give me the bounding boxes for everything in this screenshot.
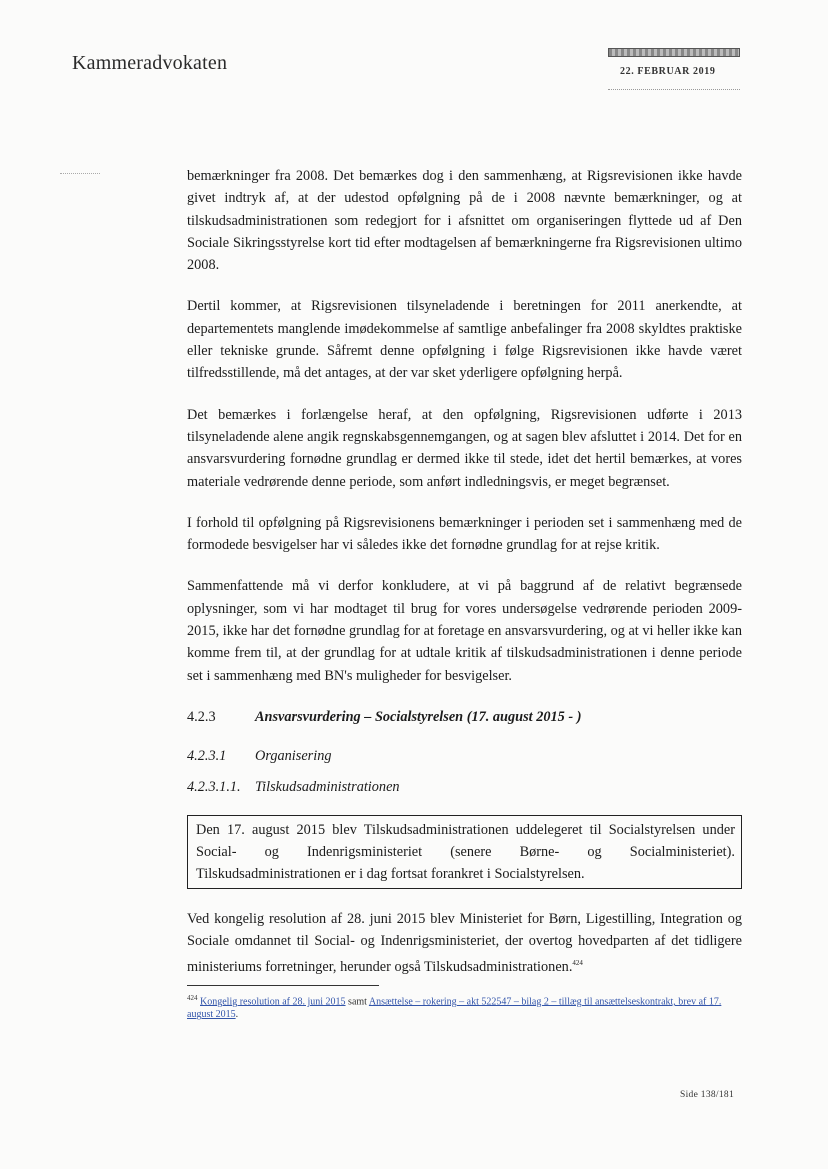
paragraph-text: Ved kongelig resolution af 28. juni 2015 blev Ministeriet for Børn, Ligestilling, Integration og Sociale omdannet til Social- og Indenrigsministeriet, der overtog hovedparten af det tidligere ministeriums forretninger, herunder også Tilskudsadministrationen. (187, 910, 742, 976)
paragraph: bemærkninger fra 2008. Det bemærkes dog i den sammenhæng, at Rigsrevisionen ikke havde givet indtryk af, at der udestod opfølgning på de i 2008 nævnte bemærkninger, og at tilskudsadministrationen som redegjort for i afsnittet om organiseringen flyttede ud af Den Sociale Sikringsstyrelse kort tid efter modtagelsen af bemærkningerne fra Rigsrevisionen ultimo 2008. (187, 168, 742, 274)
paragraph: I forhold til opfølgning på Rigsrevisionens bemærkninger i perioden set i sammenhæng med de formodede besvigelser har vi således ikke det fornødne grundlag for at rejse kritik. (187, 514, 742, 554)
footnote-end: . (235, 1009, 239, 1021)
footnote-text: samt (345, 996, 369, 1008)
section-heading (187, 706, 742, 728)
logo: Kammeradvokaten (72, 52, 228, 74)
document-date: 22. FEBRUAR 2019 (620, 66, 716, 77)
highlighted-summary-box: Den 17. august 2015 blev Tilskudsadministrationen uddelegeret til Socialstyrelsen under Social- og Indenrigsministeriet (senere Børne- og Socialministeriet). Tilskudsadministrationen er i dag fortsat forankret i Socialstyrelsen. (187, 815, 742, 889)
date-divider (608, 89, 740, 90)
footnote (187, 992, 742, 1021)
subsection-number: 4.2.3.1 (187, 748, 227, 765)
footnote-link-resolution[interactable]: Kongelig resolution af 28. juni 2015 (200, 996, 346, 1008)
subsubsection-number: 4.2.3.1.1. (187, 778, 241, 795)
paragraph: Sammenfattende må vi derfor konkludere, at vi på baggrund af de relativt begrænsede oplysninger, som vi har modtaget til brug for vores undersøgelse vedrørende perioden 2009-2015, ikke har det fornødne grundlag for at foretage en ansvarsvurdering, og at vi heller ikke kan komme frem til, at der grundlag for at udtale kritik af tilskudsadministrationen i denne periode set i sammenhæng med BN's muligheder for besvigelser. (187, 578, 743, 684)
subsubsection-heading (187, 776, 742, 798)
section-title: Ansvarsvurdering – Socialstyrelsen (17. august 2015 - ) (255, 708, 582, 725)
section-number: 4.2.3 (187, 708, 216, 725)
footnote-link-appendix[interactable]: Ansættelse – rokering – akt 522547 – bilag 2 – tillæg til ansættelseskontrakt, brev af 17. august 2015 (187, 996, 722, 1021)
footnote-number: 424 (187, 994, 198, 1002)
footnote-reference[interactable]: 424 (572, 959, 583, 968)
margin-mark (60, 173, 100, 174)
paragraph (187, 908, 742, 979)
footnote-divider (187, 985, 379, 986)
subsection-title: Organisering (255, 748, 332, 765)
page-number: Side 138/181 (680, 1090, 735, 1100)
document-body (187, 165, 742, 997)
paragraph: Det bemærkes i forlængelse heraf, at den opfølgning, Rigsrevisionen udførte i 2013 tilsyneladende alene angik regnskabsgennemgangen, og at sagen blev afsluttet i 2014. Det for en ansvarsvurdering fornødne grundlag er dermed ikke til stede, idet det hertil bemærkes, at vores materiale vedrørende denne periode, som anført indledningsvis, er meget begrænset. (187, 406, 742, 490)
paragraph: Dertil kommer, at Rigsrevisionen tilsyneladende i beretningen for 2011 anerkendte, at departementets manglende imødekommelse af samtlige anbefalinger fra 2008 skyldtes praktiske eller tekniske grunde. Såfremt denne opfølgning i følge Rigsrevisionen ikke havde været tilfredsstillende, må det antages, at der var sket yderligere opfølgning herpå. (187, 298, 742, 382)
redacted-bar (608, 48, 740, 57)
subsubsection-title: Tilskudsadministrationen (255, 778, 400, 795)
subsection-heading (187, 745, 742, 767)
